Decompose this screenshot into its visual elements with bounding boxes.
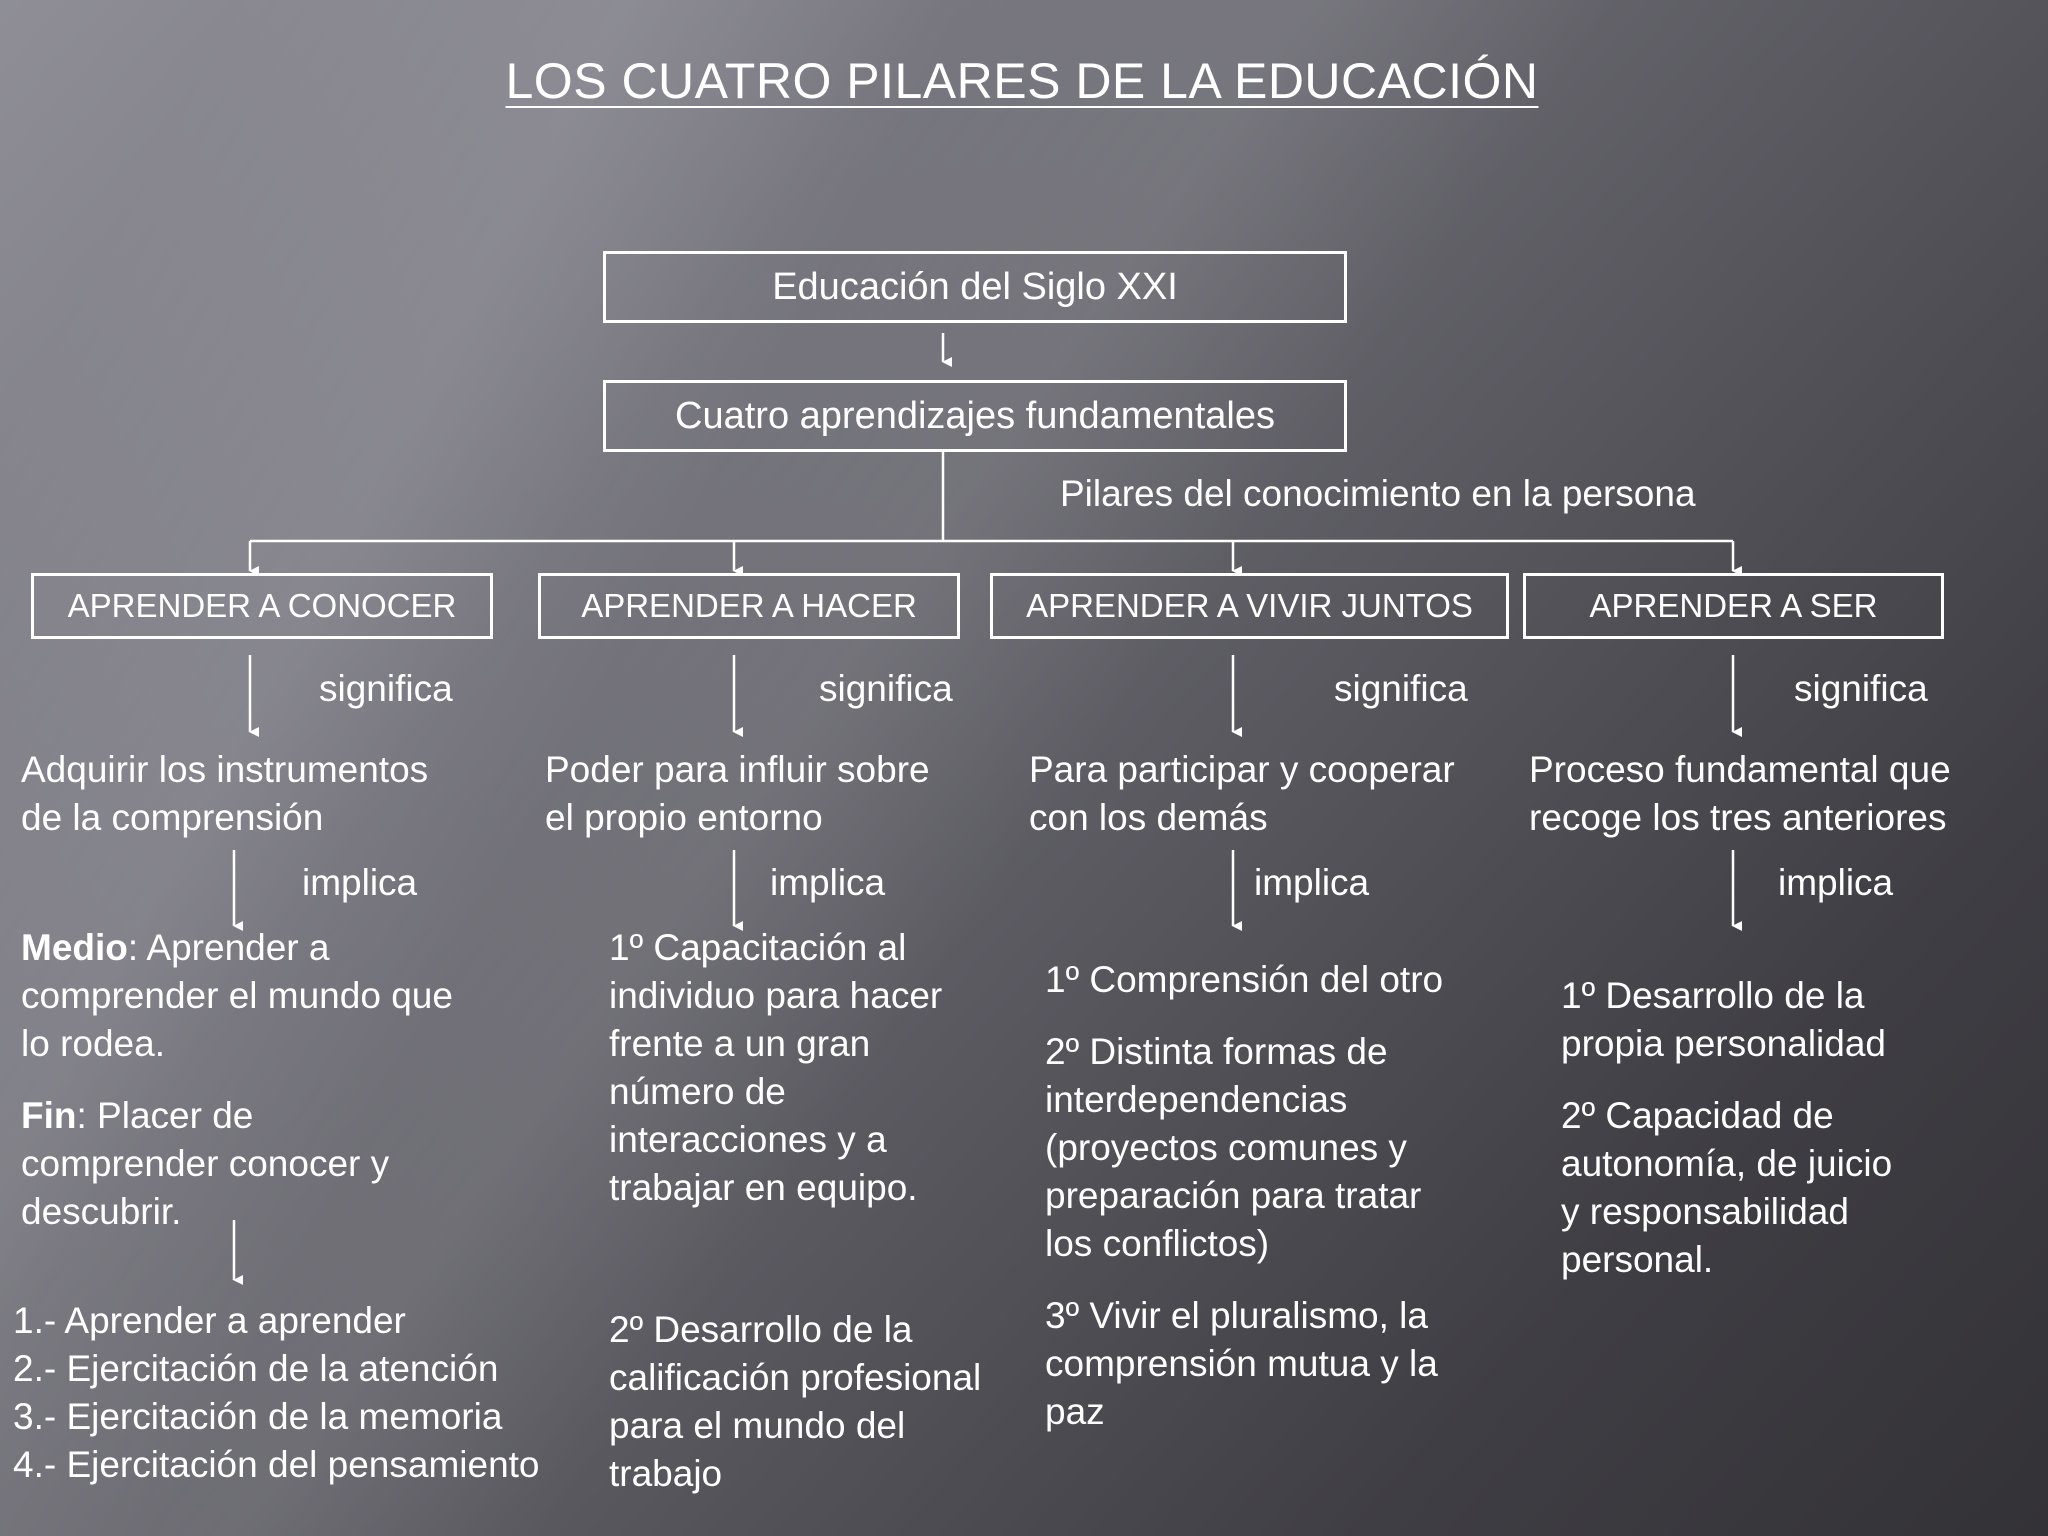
text-line: trabajar en equipo. xyxy=(609,1167,918,1208)
significa-label: significa xyxy=(1794,668,1928,709)
text-line: individuo para hacer xyxy=(609,975,943,1016)
fin-label: Fin xyxy=(21,1095,77,1136)
pillar-label: APRENDER A HACER xyxy=(581,587,917,624)
text-line: recoge los tres anteriores xyxy=(1529,797,1947,838)
meaning-conocer xyxy=(21,746,428,842)
implica-label: implica xyxy=(1254,862,1370,903)
branch-label: Pilares del conocimiento en la persona xyxy=(1060,473,1696,514)
pillar-label: APRENDER A VIVIR JUNTOS xyxy=(1026,587,1473,624)
text-line: interacciones y a xyxy=(609,1119,887,1160)
page-title: LOS CUATRO PILARES DE LA EDUCACIÓN xyxy=(505,53,1539,109)
text-line: 1º Capacitación al xyxy=(609,927,907,968)
node-label: Educación del Siglo XXI xyxy=(772,265,1178,308)
pillar-box-conocer xyxy=(31,573,493,639)
text-line: preparación para tratar xyxy=(1045,1175,1422,1216)
pillar-label: APRENDER A SER xyxy=(1589,587,1878,624)
node-cuatro-aprendizajes xyxy=(603,380,1347,452)
text-line: autonomía, de juicio xyxy=(1561,1143,1893,1184)
vivir-item-1 xyxy=(1045,956,1443,1004)
text-line: 2º Capacidad de xyxy=(1561,1095,1834,1136)
text-line: propia personalidad xyxy=(1561,1023,1887,1064)
text-line: Poder para influir sobre xyxy=(545,749,930,790)
text-line: 1º Desarrollo de la xyxy=(1561,975,1865,1016)
text-line: interdependencias xyxy=(1045,1079,1348,1120)
significa-label: significa xyxy=(819,668,953,709)
list-item: 3.- Ejercitación de la memoria xyxy=(13,1396,503,1437)
meaning-vivir-juntos xyxy=(1029,746,1455,842)
fin-block xyxy=(21,1092,389,1236)
list-item: 4.- Ejercitación del pensamiento xyxy=(13,1444,540,1485)
implica-label: implica xyxy=(770,862,886,903)
text-line: (proyectos comunes y xyxy=(1045,1127,1407,1168)
meaning-ser xyxy=(1529,746,1951,842)
text-line: el propio entorno xyxy=(545,797,823,838)
text-line: comprender conocer y xyxy=(21,1143,390,1184)
list-item: 2.- Ejercitación de la atención xyxy=(13,1348,499,1389)
text-line: 3º Vivir el pluralismo, la xyxy=(1045,1295,1428,1336)
ser-item-2 xyxy=(1561,1092,1892,1284)
hacer-item-2 xyxy=(609,1306,981,1498)
list-item: 1.- Aprender a aprender xyxy=(13,1300,406,1341)
text-line: para el mundo del xyxy=(609,1405,906,1446)
text-line: y responsabilidad xyxy=(1561,1191,1849,1232)
text-line: descubrir. xyxy=(21,1191,182,1232)
conocer-list xyxy=(13,1297,540,1489)
ser-item-1 xyxy=(1561,972,1886,1068)
pillar-box-ser xyxy=(1523,573,1944,639)
text-line: número de xyxy=(609,1071,786,1112)
vivir-item-3 xyxy=(1045,1292,1438,1436)
text-line: Proceso fundamental que xyxy=(1529,749,1951,790)
node-label: Cuatro aprendizajes fundamentales xyxy=(675,394,1275,437)
pillar-label: APRENDER A CONOCER xyxy=(67,587,457,624)
text-line: con los demás xyxy=(1029,797,1268,838)
text-line: : Placer de xyxy=(76,1095,254,1136)
node-educacion-siglo-xxi xyxy=(603,251,1347,323)
vivir-item-2 xyxy=(1045,1028,1421,1268)
text-line: frente a un gran xyxy=(609,1023,871,1064)
text-line: lo rodea. xyxy=(21,1023,165,1064)
text-line: comprender el mundo que xyxy=(21,975,453,1016)
text-line: los conflictos) xyxy=(1045,1223,1270,1264)
medio-label: Medio xyxy=(21,927,128,968)
significa-label: significa xyxy=(319,668,453,709)
text-line: de la comprensión xyxy=(21,797,324,838)
text-line: personal. xyxy=(1561,1239,1714,1280)
implica-label: implica xyxy=(1778,862,1894,903)
medio-block xyxy=(21,924,453,1068)
text-line: Adquirir los instrumentos xyxy=(21,749,429,790)
text-line: : Aprender a xyxy=(127,927,330,968)
text-line: comprensión mutua y la xyxy=(1045,1343,1438,1384)
text-line: paz xyxy=(1045,1391,1105,1432)
text-line: 2º Distinta formas de xyxy=(1045,1031,1388,1072)
hacer-item-1 xyxy=(609,924,942,1212)
pillar-box-vivir-juntos xyxy=(990,573,1509,639)
text-line: 1º Comprensión del otro xyxy=(1045,959,1444,1000)
implica-label: implica xyxy=(302,862,418,903)
text-line: trabajo xyxy=(609,1453,723,1494)
text-line: Para participar y cooperar xyxy=(1029,749,1455,790)
meaning-hacer xyxy=(545,746,930,842)
significa-label: significa xyxy=(1334,668,1468,709)
text-line: 2º Desarrollo de la xyxy=(609,1309,913,1350)
pillar-box-hacer xyxy=(538,573,960,639)
text-line: calificación profesional xyxy=(609,1357,982,1398)
